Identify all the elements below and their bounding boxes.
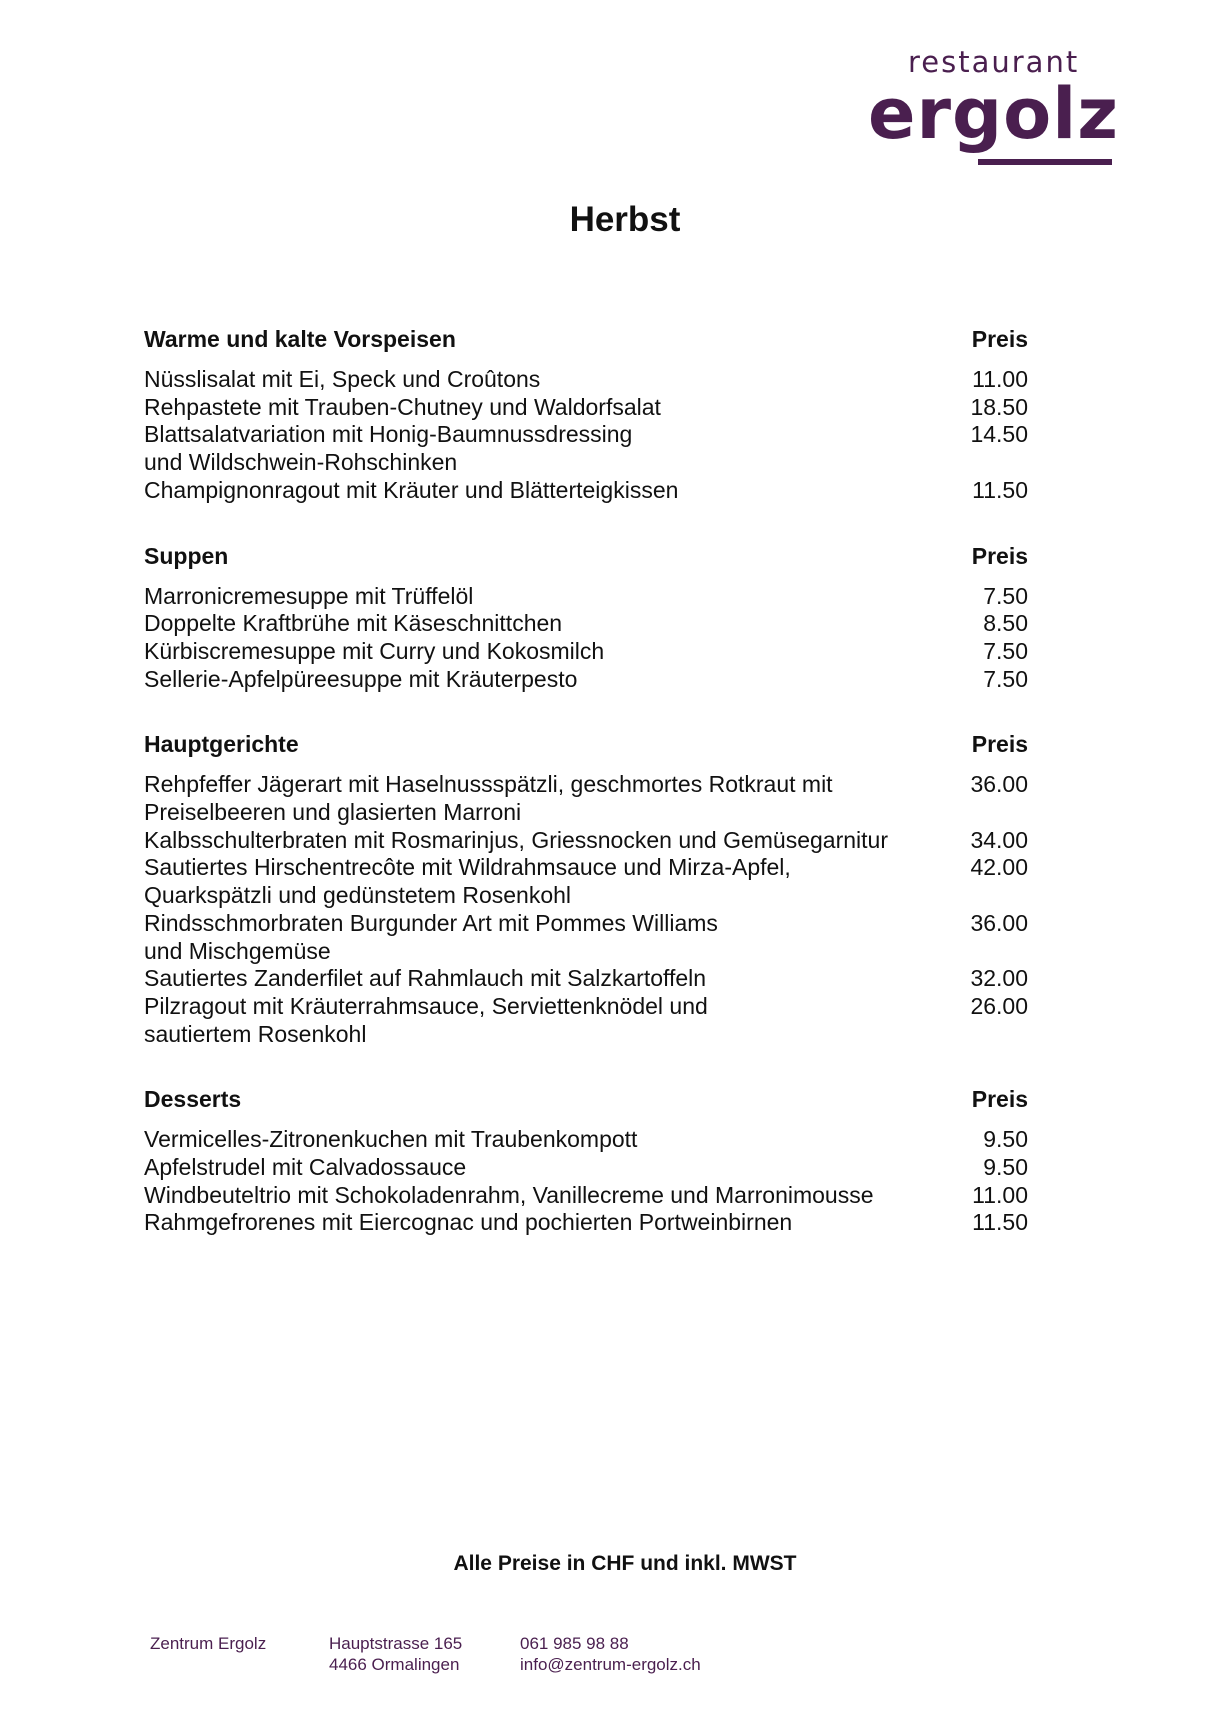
item-name: Nüsslisalat mit Ei, Speck und Croûtons [144, 366, 541, 392]
section-desserts [144, 1082, 1028, 1237]
menu-item [144, 583, 1028, 611]
menu [144, 322, 1028, 1271]
item-name: Blattsalatvariation mit Honig-Baumnussdressing und Wildschwein-Rohschinken [144, 421, 633, 476]
menu-item [144, 1182, 1028, 1210]
price-column-label: Preis [971, 542, 1028, 569]
price-column-label: Preis [971, 1086, 1028, 1113]
item-name: Sautiertes Zanderfilet auf Rahmlauch mit Salzkartoffeln [144, 965, 707, 992]
price-column-label: Preis [971, 731, 1028, 758]
section-header [144, 539, 1028, 573]
menu-item [144, 1209, 1028, 1237]
menu-item [144, 910, 1028, 965]
menu-item [144, 771, 1028, 826]
menu-item [144, 827, 1028, 855]
item-price: 36.00 [970, 909, 1028, 936]
footer-street: Hauptstrasse 165 [329, 1634, 463, 1653]
item-name: Apfelstrudel mit Calvadossauce [144, 1154, 467, 1181]
item-price: 14.50 [970, 421, 1028, 448]
menu-item [144, 1154, 1028, 1182]
menu-item [144, 638, 1028, 666]
menu-item [144, 610, 1028, 638]
item-name: Doppelte Kraftbrühe mit Käseschnittchen [144, 610, 563, 637]
menu-item [144, 993, 1028, 1048]
footer-name: Zentrum Ergolz [150, 1634, 267, 1653]
menu-item [144, 666, 1028, 694]
item-name: Pilzragout mit Kräuterrahmsauce, Serviettenknödel und sautiertem Rosenkohl [144, 992, 708, 1047]
menu-item [144, 854, 1028, 909]
section-heading: Suppen [144, 542, 229, 569]
item-price: 34.00 [970, 826, 1028, 853]
item-price: 7.50 [983, 665, 1028, 692]
footer-contact-block [520, 1633, 701, 1675]
item-name: Kalbsschulterbraten mit Rosmarinjus, Griessnocken und Gemüsegarnitur [144, 826, 888, 853]
item-price: 26.00 [970, 992, 1028, 1019]
item-name: Sellerie-Apfelpüreesuppe mit Kräuterpesto [144, 665, 578, 692]
page-title: Herbst [569, 200, 681, 239]
footer-name-block [150, 1633, 266, 1654]
menu-item [144, 965, 1028, 993]
section-hauptgerichte [144, 727, 1028, 1048]
item-price: 42.00 [970, 854, 1028, 881]
price-note: Alle Preise in CHF und inkl. MWST [453, 1552, 797, 1575]
footer-address-block [329, 1633, 462, 1675]
section-header [144, 1082, 1028, 1116]
item-name: Kürbiscremesuppe mit Curry und Kokosmilch [144, 637, 605, 664]
item-name: Champignonragout mit Kräuter und Blätterteigkissen [144, 476, 679, 503]
item-name: Rindsschmorbraten Burgunder Art mit Pommes Williams und Mischgemüse [144, 909, 718, 964]
logo-underline [978, 159, 1112, 165]
section-header [144, 322, 1028, 356]
section-heading: Desserts [144, 1086, 242, 1113]
item-price: 9.50 [983, 1154, 1028, 1181]
item-name: Sautiertes Hirschentrecôte mit Wildrahmsauce und Mirza-Apfel, Quarkspätzli und gedünstetem Rosenkohl [144, 854, 791, 909]
item-price: 11.50 [972, 476, 1028, 503]
menu-item [144, 1126, 1028, 1154]
logo-restaurant-text: restaurant [908, 45, 1080, 79]
menu-item [144, 394, 1028, 422]
item-name: Rahmgefrorenes mit Eiercognac und pochierten Portweinbirnen [144, 1209, 793, 1236]
menu-item [144, 366, 1028, 394]
footer-city: 4466 Ormalingen [329, 1655, 460, 1674]
item-price: 11.00 [972, 1181, 1028, 1208]
item-name: Rehpastete mit Trauben-Chutney und Waldorfsalat [144, 393, 661, 420]
section-suppen [144, 539, 1028, 694]
item-price: 18.50 [970, 393, 1028, 420]
item-price: 9.50 [983, 1126, 1028, 1153]
price-column-label: Preis [971, 326, 1028, 352]
item-name: Windbeuteltrio mit Schokoladenrahm, Vanillecreme und Marronimousse [144, 1181, 874, 1208]
section-vorspeisen [144, 322, 1028, 505]
item-price: 7.50 [983, 582, 1028, 609]
footer-phone: 061 985 98 88 [520, 1634, 629, 1653]
restaurant-logo [868, 45, 1122, 175]
item-price: 36.00 [970, 771, 1028, 798]
item-price: 11.00 [972, 366, 1028, 392]
menu-item [144, 421, 1028, 476]
section-heading: Hauptgerichte [144, 731, 299, 758]
item-price: 7.50 [983, 637, 1028, 664]
item-name: Rehpfeffer Jägerart mit Haselnussspätzli, geschmortes Rotkraut mit Preiselbeeren und glasierten Marroni [144, 771, 833, 826]
item-price: 32.00 [970, 965, 1028, 992]
section-heading: Warme und kalte Vorspeisen [144, 326, 456, 352]
item-name: Marronicremesuppe mit Trüffelöl [144, 582, 474, 609]
item-name: Vermicelles-Zitronenkuchen mit Traubenkompott [144, 1126, 638, 1153]
menu-item [144, 477, 1028, 505]
logo-ergolz-text: ergolz [868, 73, 1119, 155]
item-price: 11.50 [972, 1209, 1028, 1236]
item-price: 8.50 [983, 610, 1028, 637]
footer-email[interactable]: info@zentrum-ergolz.ch [520, 1655, 701, 1674]
section-header [144, 727, 1028, 761]
